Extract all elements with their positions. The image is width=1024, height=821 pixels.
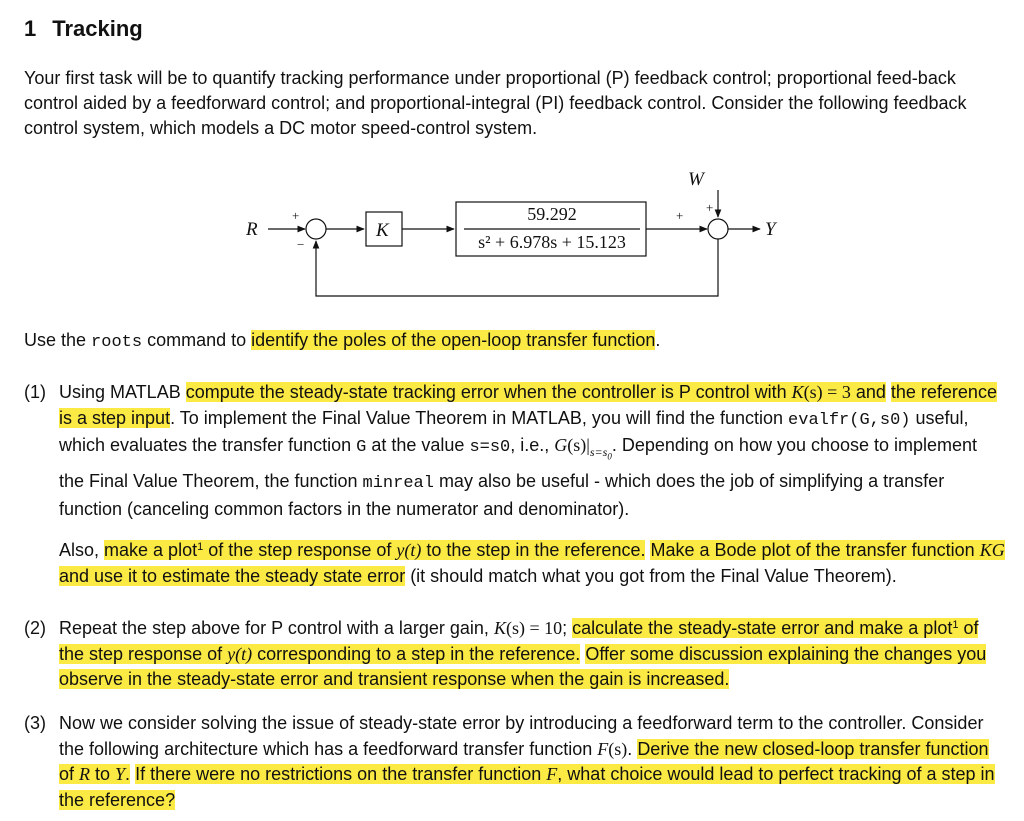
- math-span: G: [554, 435, 568, 455]
- highlight-span: the reference is a step input: [59, 382, 997, 428]
- highlight-span: [59, 764, 995, 810]
- text-span: to: [90, 764, 116, 784]
- disturbance-label: W: [688, 169, 704, 190]
- list-item-3: [24, 711, 1006, 813]
- section-heading: [24, 16, 143, 42]
- math-span: y(t): [396, 540, 422, 561]
- footnote-marker: 1: [952, 619, 959, 631]
- text-span: and: [850, 382, 886, 402]
- text-span: to the step in the reference.: [421, 540, 646, 561]
- text-span: Now we consider solving the issue of steady-state error by introducing a feedforward term to the controller. Consider the following architecture which has a feedforward transfer function: [59, 713, 984, 759]
- math-span: F: [546, 764, 558, 784]
- input-label: R: [246, 219, 258, 240]
- item-1-paragraph-2: [59, 538, 1006, 589]
- math-subscript: [590, 445, 612, 459]
- section-title: Tracking: [52, 16, 143, 41]
- footnote-marker: 1: [197, 541, 204, 554]
- plant-numerator: 59.292: [527, 204, 577, 224]
- text-span: and use it to estimate the steady state error: [59, 565, 406, 586]
- list-item-2: [24, 616, 1006, 693]
- highlight-span: Offer some discussion explaining the changes you observe in the steady-state error and transient response when the gain is increased.: [59, 643, 987, 689]
- text-span: at the value: [366, 435, 470, 455]
- sum1-plus-sign: +: [292, 208, 300, 223]
- roots-text-mid: command to: [142, 330, 252, 350]
- code-span: evalfr(G,s0): [788, 410, 911, 430]
- math-span: y(t): [227, 643, 253, 664]
- text-span: make a plot: [104, 540, 198, 561]
- text-span: Repeat the step above for P control with a larger gain,: [59, 618, 494, 638]
- sum1-minus-sign: −: [297, 237, 305, 252]
- text-span: of the step response of: [59, 618, 979, 664]
- text-span: ;: [562, 618, 573, 638]
- math-span: K: [791, 382, 804, 402]
- highlight-span: [186, 382, 886, 402]
- math-span: (s)|: [567, 435, 590, 455]
- text-span: , i.e.,: [510, 435, 555, 455]
- math-span: (s) = 10: [505, 618, 563, 638]
- roots-instruction: [24, 327, 660, 356]
- item-3-paragraph: [59, 711, 1006, 813]
- text-span: corresponding to a step in the reference.: [252, 643, 581, 664]
- math-span: K: [493, 618, 506, 638]
- controller-label: K: [376, 220, 389, 241]
- text-span: .: [125, 764, 131, 784]
- text-span: Also,: [59, 540, 105, 561]
- item-1-label: (1): [24, 382, 46, 402]
- output-label: Y: [765, 219, 776, 240]
- block-diagram: [0, 160, 1024, 305]
- math-span: F: [597, 738, 609, 759]
- summing-junction-2: [708, 219, 728, 239]
- text-span: of the step response of: [203, 540, 397, 561]
- text-span: Using MATLAB: [59, 382, 186, 402]
- text-span: compute the steady-state tracking error when the controller is P control with: [185, 382, 792, 402]
- summing-junction-1: [306, 219, 326, 239]
- text-span: Make a Bode plot of the transfer function: [650, 540, 980, 561]
- item-2-paragraph: [59, 616, 1006, 693]
- code-span: s=s0: [469, 438, 511, 457]
- sum2-left-plus-sign: +: [676, 208, 684, 223]
- text-span: If there were no restrictions on the transfer function: [135, 764, 547, 784]
- roots-text-pre: Use the: [24, 330, 92, 350]
- math-span: 0: [607, 450, 612, 461]
- roots-text-post: .: [655, 330, 661, 350]
- intro-paragraph: Your first task will be to quantify tracking performance under proportional (P) feedback control; proportional feed-back control aided by a feedforward control; and proportional-integral (PI) feedback control. Consider the following feedback control system, which models a DC motor speed-control system.: [24, 68, 967, 138]
- roots-highlight: identify the poles of the open-loop transfer function: [251, 330, 656, 350]
- math-span: (s): [608, 738, 628, 759]
- item-1-paragraph-1: [59, 380, 1006, 522]
- list-item-1: [24, 380, 1006, 589]
- sum2-top-plus-sign: +: [706, 200, 714, 215]
- math-span: s=s: [589, 444, 608, 459]
- text-span: useful, which evaluates the transfer function: [59, 407, 969, 455]
- item-2-label: (2): [24, 618, 46, 638]
- text-span: may also be useful - which does the job of simplifying a transfer function (canceling common factors in the numerator and denominator).: [59, 471, 945, 519]
- code-span: G: [356, 438, 367, 457]
- math-span: R: [79, 764, 91, 784]
- highlight-span: [104, 540, 645, 560]
- text-span: , what choice would lead to perfect tracking of a step in the reference?: [59, 764, 995, 810]
- item-3-label: (3): [24, 713, 46, 733]
- text-span: .: [627, 738, 638, 759]
- math-span: Y: [115, 764, 126, 784]
- text-span: . To implement the Final Value Theorem in MATLAB, you will find the function: [170, 407, 789, 428]
- text-span: Derive the new closed-loop transfer function of: [59, 738, 989, 784]
- math-span: (s) = 3: [803, 382, 851, 402]
- text-span: . Depending on how you choose to implement the Final Value Theorem, the function: [59, 435, 978, 492]
- code-span: minreal: [362, 474, 434, 494]
- plant-denominator: s² + 6.978s + 15.123: [478, 232, 626, 252]
- math-span: KG: [979, 540, 1005, 561]
- text-span: (it should match what you got from the Final Value Theorem).: [405, 565, 897, 586]
- text-span: calculate the steady-state error and make a plot: [572, 618, 953, 638]
- section-number: 1: [24, 16, 37, 41]
- roots-code: roots: [91, 333, 143, 352]
